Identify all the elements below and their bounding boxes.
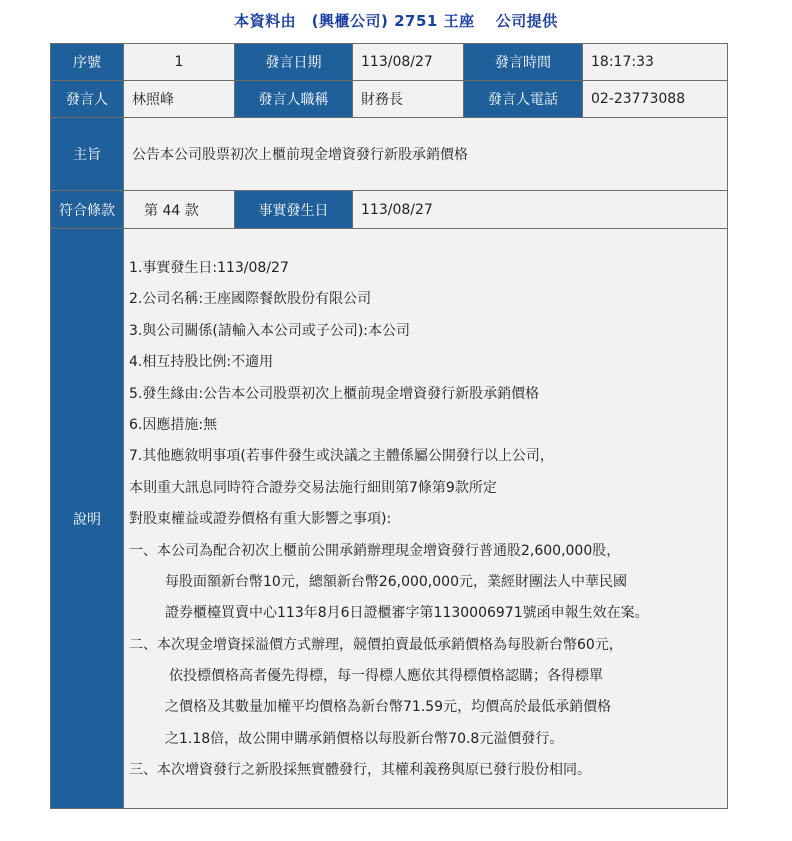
description-label: 說明 — [51, 229, 124, 809]
page-title: 本資料由 (興櫃公司) 2751 王座 公司提供 — [234, 12, 558, 30]
position-label: 發言人職稱 — [235, 81, 353, 118]
description-line: 一、本公司為配合初次上櫃前公開承銷辦理現金增資發行普通股2,600,000股， — [129, 542, 621, 559]
description-line: 證券櫃檯買賣中心113年8月6日證櫃審字第1130006971號函申報生效在案。 — [165, 605, 649, 622]
clause-value: 第 44 款 — [124, 191, 235, 229]
subject-value: 公告本公司股票初次上櫃前現金增資發行新股承銷價格 — [124, 118, 728, 191]
seq-value: 1 — [124, 44, 235, 81]
announcement-table — [50, 43, 728, 809]
description-line: 2.公司名稱:王座國際餐飲股份有限公司 — [129, 291, 372, 308]
date-label: 發言日期 — [235, 44, 353, 81]
table-row — [51, 44, 728, 81]
description-line: 每股面額新台幣10元，總額新台幣26,000,000元，業經財團法人中華民國 — [165, 573, 627, 590]
description-line: 三、本次增資發行之新股採無實體發行，其權利義務與原已發行股份相同。 — [129, 762, 591, 779]
date-value: 113/08/27 — [353, 44, 464, 81]
description-line: 之1.18倍，故公開申購承銷價格以每股新台幣70.8元溢價發行。 — [165, 730, 564, 747]
clause-label: 符合條款 — [51, 191, 124, 229]
description-body — [124, 229, 728, 809]
table-row — [51, 191, 728, 229]
position-value: 財務長 — [353, 81, 464, 118]
event-date-label: 事實發生日 — [235, 191, 353, 229]
description-line: 二、本次現金增資採溢價方式辦理，競價拍賣最低承銷價格為每股新台幣60元， — [129, 636, 623, 653]
speaker-value: 林照峰 — [124, 81, 235, 118]
description-line: 4.相互持股比例:不適用 — [129, 354, 274, 371]
description-line: 之價格及其數量加權平均價格為新台幣71.59元，均價高於最低承銷價格 — [165, 699, 612, 716]
event-date-value: 113/08/27 — [353, 191, 728, 229]
time-value: 18:17:33 — [583, 44, 728, 81]
subject-label: 主旨 — [51, 118, 124, 191]
table-row — [51, 229, 728, 809]
phone-value: 02-23773088 — [583, 81, 728, 118]
description-line: 3.與公司關係(請輸入本公司或子公司):本公司 — [129, 322, 410, 339]
seq-label: 序號 — [51, 44, 124, 81]
description-line: 對股東權益或證券價格有重大影響之事項): — [129, 511, 392, 528]
description-line: 1.事實發生日:113/08/27 — [129, 260, 289, 276]
description-line: 5.發生緣由:公告本公司股票初次上櫃前現金增資發行新股承銷價格 — [129, 385, 540, 402]
time-label: 發言時間 — [464, 44, 583, 81]
description-line: 6.因應措施:無 — [129, 416, 218, 433]
description-line: 本則重大訊息同時符合證券交易法施行細則第7條第9款所定 — [129, 479, 497, 496]
table-row — [51, 118, 728, 191]
speaker-label: 發言人 — [51, 81, 124, 118]
phone-label: 發言人電話 — [464, 81, 583, 118]
description-line: 依投標價格高者優先得標，每一得標人應依其得標價格認購；各得標單 — [169, 668, 603, 685]
table-row — [51, 81, 728, 118]
description-line: 7.其他應敘明事項(若事件發生或決議之主體係屬公開發行以上公司， — [129, 448, 554, 465]
